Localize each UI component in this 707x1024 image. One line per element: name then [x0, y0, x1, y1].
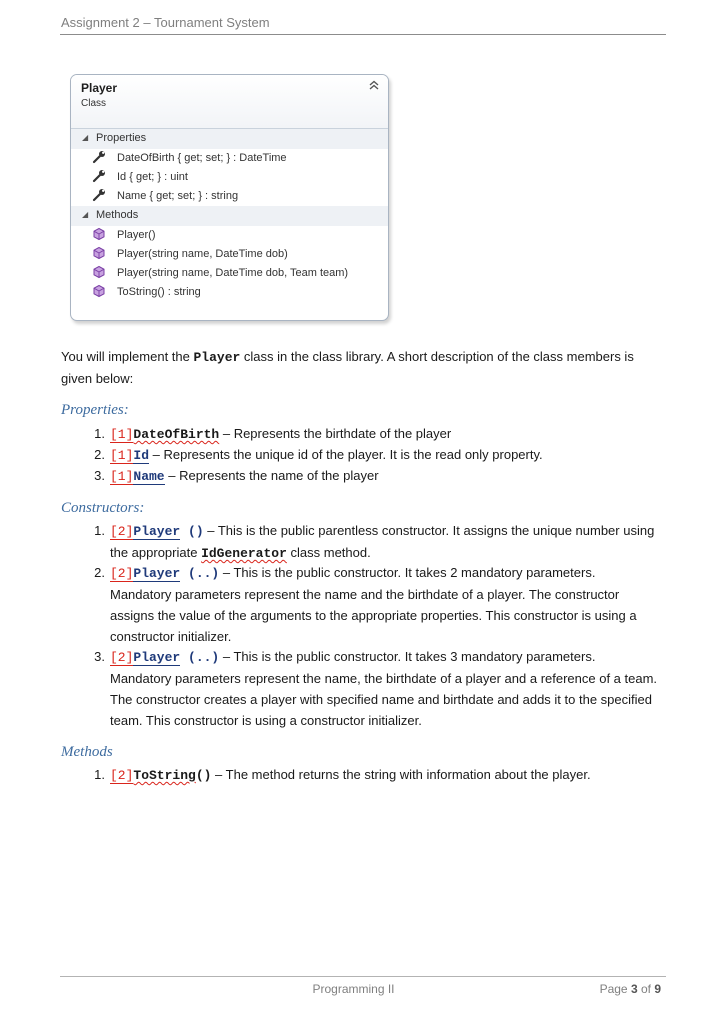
- member-args: (..): [180, 566, 220, 581]
- method-cube-icon: [92, 265, 106, 279]
- header-divider: [60, 34, 666, 35]
- item-description: – The method returns the string with information about the player.: [211, 767, 591, 782]
- item-description: – This is the public constructor. It takes 3 mandatory parameters. Mandatory parameters represent the name, the birthdate of a player and a reference of a team. The constructor creates a player with specified name and birthdate and adds it to the specified team. This constructor is using a constructor initializer.: [110, 649, 658, 728]
- class-diagram-header: [71, 75, 388, 129]
- collapse-triangle-icon[interactable]: ◢: [82, 210, 89, 219]
- collapse-triangle-icon[interactable]: ◢: [82, 133, 89, 142]
- property-item[interactable]: [71, 149, 388, 168]
- list-item: [85, 520, 660, 562]
- member-args: (): [180, 524, 204, 539]
- page-prefix: Page: [599, 982, 631, 996]
- intro-paragraph: [61, 346, 661, 389]
- methods-heading: Methods: [61, 744, 113, 760]
- method-text: ToString() : string: [117, 286, 201, 298]
- header-title: Assignment 2 – Tournament System: [61, 15, 270, 30]
- properties-section-header[interactable]: [71, 129, 388, 149]
- property-item[interactable]: [71, 168, 388, 187]
- method-text: Player(string name, DateTime dob, Team team): [117, 267, 349, 279]
- intro-code: Player: [193, 350, 241, 365]
- list-item: [85, 465, 660, 486]
- method-item[interactable]: [71, 245, 388, 264]
- wrench-icon: [92, 169, 106, 183]
- member-args: (..): [180, 650, 220, 665]
- member-name: Name: [133, 469, 165, 484]
- page-number: [600, 982, 661, 996]
- list-item: [85, 444, 660, 465]
- member-name: Player: [133, 650, 181, 665]
- method-item[interactable]: [71, 264, 388, 283]
- item-number: 1.: [94, 426, 105, 441]
- item-description: – Represents the unique id of the player. It is the read only property.: [149, 447, 543, 462]
- footer-course: Programming II: [312, 982, 395, 996]
- wrench-icon: [92, 188, 106, 202]
- property-item[interactable]: [71, 187, 388, 206]
- item-tag: [1]: [110, 427, 134, 442]
- item-number: 1.: [94, 523, 105, 538]
- method-cube-icon: [92, 246, 106, 260]
- page-current: 3: [630, 982, 638, 996]
- member-name: Id: [133, 448, 150, 463]
- list-item: [85, 562, 660, 646]
- member-args: (): [195, 768, 212, 783]
- member-name: Player: [133, 524, 181, 539]
- method-item[interactable]: [71, 226, 388, 245]
- item-description: – Represents the name of the player: [164, 468, 379, 483]
- class-kind: Class: [81, 98, 107, 109]
- item-description-tail: class method.: [286, 545, 371, 560]
- list-item: [85, 764, 660, 785]
- inline-code: IdGenerator: [201, 546, 287, 561]
- property-text: Id { get; } : uint: [117, 171, 188, 183]
- class-diagram: [70, 74, 389, 321]
- method-cube-icon: [92, 284, 106, 298]
- item-description: – This is the public parentless constructor. It assigns the unique number using the appropriate: [110, 523, 655, 560]
- item-tag: [2]: [110, 650, 134, 665]
- methods-section-header[interactable]: [71, 206, 388, 226]
- property-text: Name { get; set; } : string: [117, 190, 239, 202]
- item-number: 3.: [94, 468, 105, 483]
- member-name: Player: [133, 566, 181, 581]
- intro-after: class in the class library. A short description of the class members is given below:: [61, 349, 634, 386]
- properties-section-label: Properties: [96, 132, 147, 144]
- list-item: [85, 423, 660, 444]
- footer-divider: [60, 976, 666, 977]
- item-tag: [1]: [110, 469, 134, 484]
- member-name: ToString: [133, 768, 196, 783]
- double-chevron-up-icon[interactable]: [369, 79, 379, 93]
- method-cube-icon: [92, 227, 106, 241]
- method-text: Player(): [117, 229, 156, 241]
- class-name: Player: [81, 81, 118, 95]
- item-description: – Represents the birthdate of the player: [219, 426, 452, 441]
- wrench-icon: [92, 150, 106, 164]
- method-item[interactable]: [71, 283, 388, 302]
- item-tag: [2]: [110, 566, 134, 581]
- methods-section-label: Methods: [96, 209, 139, 221]
- item-description: – This is the public constructor. It takes 2 mandatory parameters. Mandatory parameters represent the name and the birthdate of a player. The constructor assigns the value of the arguments to the appropriate properties. This constructor is using a constructor initializer.: [110, 565, 637, 644]
- member-name: DateOfBirth: [133, 427, 220, 442]
- list-item: [85, 646, 660, 730]
- item-number: 2.: [94, 447, 105, 462]
- constructors-heading: Constructors:: [61, 500, 145, 516]
- page-total: 9: [654, 982, 661, 996]
- property-text: DateOfBirth { get; set; } : DateTime: [117, 152, 287, 164]
- item-tag: [2]: [110, 768, 134, 783]
- item-number: 1.: [94, 767, 105, 782]
- item-number: 3.: [94, 649, 105, 664]
- properties-heading: Properties:: [61, 402, 129, 418]
- method-text: Player(string name, DateTime dob): [117, 248, 288, 260]
- item-number: 2.: [94, 565, 105, 580]
- item-tag: [1]: [110, 448, 134, 463]
- item-tag: [2]: [110, 524, 134, 539]
- page-mid: of: [637, 982, 655, 996]
- intro-before: You will implement the: [61, 349, 194, 364]
